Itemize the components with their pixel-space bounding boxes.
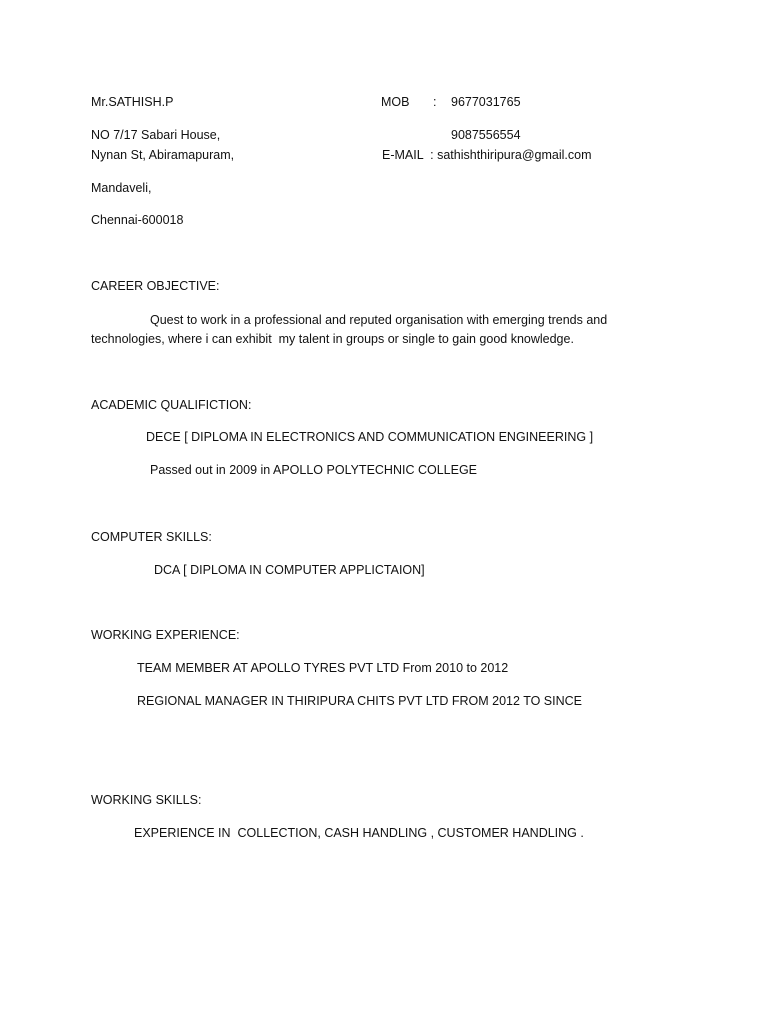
career-objective-line-1: Quest to work in a professional and reputed organisation with emerging trends and bbox=[150, 313, 608, 327]
working-skills-line-1: EXPERIENCE IN COLLECTION, CASH HANDLING , CUSTOMER HANDLING . bbox=[134, 826, 584, 840]
mobile-number-primary: 9677031765 bbox=[451, 95, 521, 109]
academic-line-2: Passed out in 2009 in APOLLO POLYTECHNIC COLLEGE bbox=[150, 463, 478, 477]
candidate-name: Mr.SATHISH.P bbox=[91, 95, 174, 109]
career-objective-heading: CAREER OBJECTIVE: bbox=[91, 279, 220, 293]
experience-line-2: REGIONAL MANAGER IN THIRIPURA CHITS PVT LTD FROM 2012 TO SINCE bbox=[137, 694, 583, 708]
mob-label: MOB bbox=[381, 95, 410, 109]
academic-line-1: DECE [ DIPLOMA IN ELECTRONICS AND COMMUNICATION ENGINEERING ] bbox=[146, 430, 594, 444]
email-line: E-MAIL : sathishthiripura@gmail.com bbox=[382, 148, 592, 162]
experience-line-1: TEAM MEMBER AT APOLLO TYRES PVT LTD From 2010 to 2012 bbox=[137, 661, 509, 675]
address-line-3: Mandaveli, bbox=[91, 181, 152, 195]
computer-skills-heading: COMPUTER SKILLS: bbox=[91, 530, 212, 544]
mob-separator: : bbox=[433, 95, 437, 109]
mobile-number-secondary: 9087556554 bbox=[451, 128, 521, 142]
address-line-2: Nynan St, Abiramapuram, bbox=[91, 148, 235, 162]
experience-heading: WORKING EXPERIENCE: bbox=[91, 628, 240, 642]
address-line-4: Chennai-600018 bbox=[91, 213, 184, 227]
address-line-1: NO 7/17 Sabari House, bbox=[91, 128, 221, 142]
computer-skills-line-1: DCA [ DIPLOMA IN COMPUTER APPLICTAION] bbox=[154, 563, 425, 577]
working-skills-heading: WORKING SKILLS: bbox=[91, 793, 202, 807]
career-objective-line-2: technologies, where i can exhibit my talent in groups or single to gain good knowledge. bbox=[91, 332, 574, 346]
academic-heading: ACADEMIC QUALIFICTION: bbox=[91, 398, 252, 412]
